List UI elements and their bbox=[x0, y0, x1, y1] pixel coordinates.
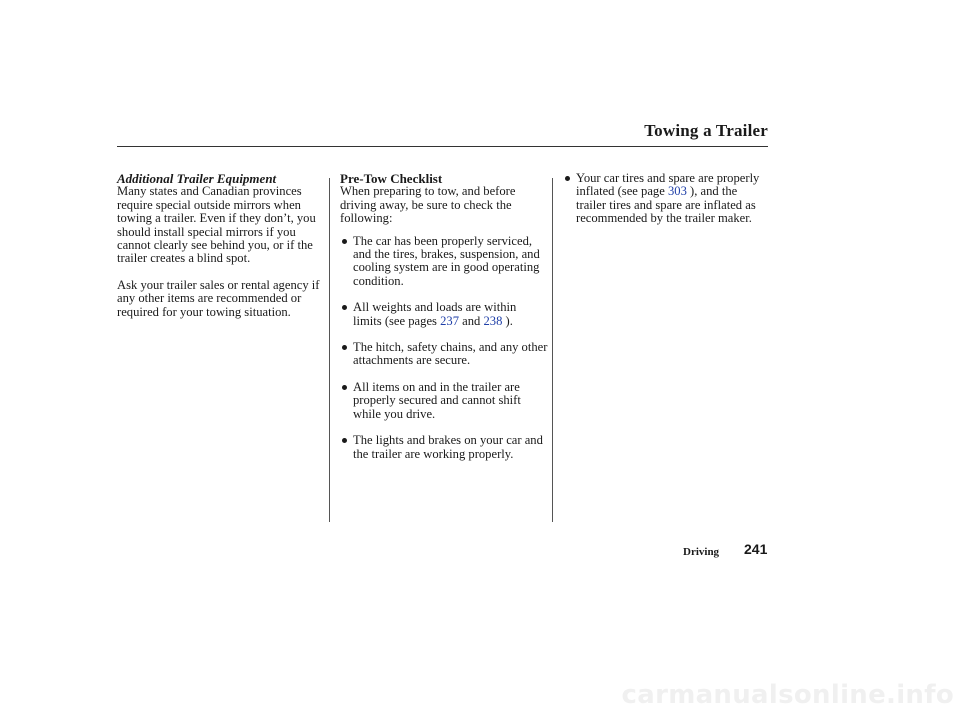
checklist-item-text: The hitch, safety chains, and any other attachments are secure. bbox=[353, 340, 548, 368]
checklist-item-text: ). bbox=[502, 313, 513, 328]
column-additional-equipment bbox=[117, 172, 327, 319]
bullet-icon bbox=[342, 305, 347, 310]
checklist-item bbox=[340, 301, 548, 328]
paragraph-mirrors: Many states and Canadian provinces require special outside mirrors when towing a trailer. Even if they don’t, you should install special mirrors if you cannot clearly see behind you, or if the trailer creates a blind spot. bbox=[117, 184, 316, 266]
bullet-icon bbox=[565, 176, 570, 181]
paragraph-other-items: Ask your trailer sales or rental agency if any other items are recommended or required for your towing situation. bbox=[117, 277, 320, 319]
checklist-item-text: ), and the trailer tires and spare are inflated as recommended by the trailer maker. bbox=[576, 184, 756, 226]
page-title: Towing a Trailer bbox=[644, 121, 768, 140]
checklist-item bbox=[563, 172, 763, 226]
checklist-item-text: Your car tires and spare are properly inflated (see page bbox=[576, 171, 760, 199]
header-rule bbox=[117, 146, 768, 147]
page-link-303[interactable]: 303 bbox=[667, 184, 687, 199]
page-link-237[interactable]: 237 bbox=[440, 313, 459, 328]
column-tire-check bbox=[563, 172, 763, 226]
checklist-item bbox=[340, 381, 548, 421]
column-pre-tow-checklist bbox=[340, 172, 548, 461]
checklist-item-text: The car has been properly serviced, and the tires, brakes, suspension, and cooling system are in good operating condition. bbox=[353, 233, 540, 288]
checklist-item-text: The lights and brakes on your car and the trailer are working properly. bbox=[353, 433, 543, 461]
checklist-item bbox=[340, 235, 548, 289]
bullet-icon bbox=[342, 438, 347, 443]
watermark: carmanualsonline.info bbox=[621, 680, 954, 710]
checklist-item bbox=[340, 434, 548, 461]
section-heading-pre-tow-checklist: Pre-Tow Checklist bbox=[340, 171, 443, 186]
checklist-item-text: All items on and in the trailer are properly secured and cannot shift while you drive. bbox=[353, 379, 521, 421]
checklist-item-text: All weights and loads are within limits (see pages bbox=[353, 300, 517, 328]
bullet-icon bbox=[342, 345, 347, 350]
checklist-item-text: and bbox=[458, 313, 484, 328]
page-link-238[interactable]: 238 bbox=[483, 313, 503, 328]
column-divider-2 bbox=[552, 178, 553, 522]
footer-section-label: Driving bbox=[683, 546, 720, 558]
checklist-intro: When preparing to tow, and before driving away, be sure to check the following: bbox=[340, 184, 516, 226]
bullet-icon bbox=[342, 239, 347, 244]
page-number: 241 bbox=[744, 541, 768, 557]
section-heading-additional-equipment: Additional Trailer Equipment bbox=[117, 171, 277, 186]
bullet-icon bbox=[342, 385, 347, 390]
checklist-item bbox=[340, 341, 548, 368]
column-divider-1 bbox=[329, 178, 330, 522]
